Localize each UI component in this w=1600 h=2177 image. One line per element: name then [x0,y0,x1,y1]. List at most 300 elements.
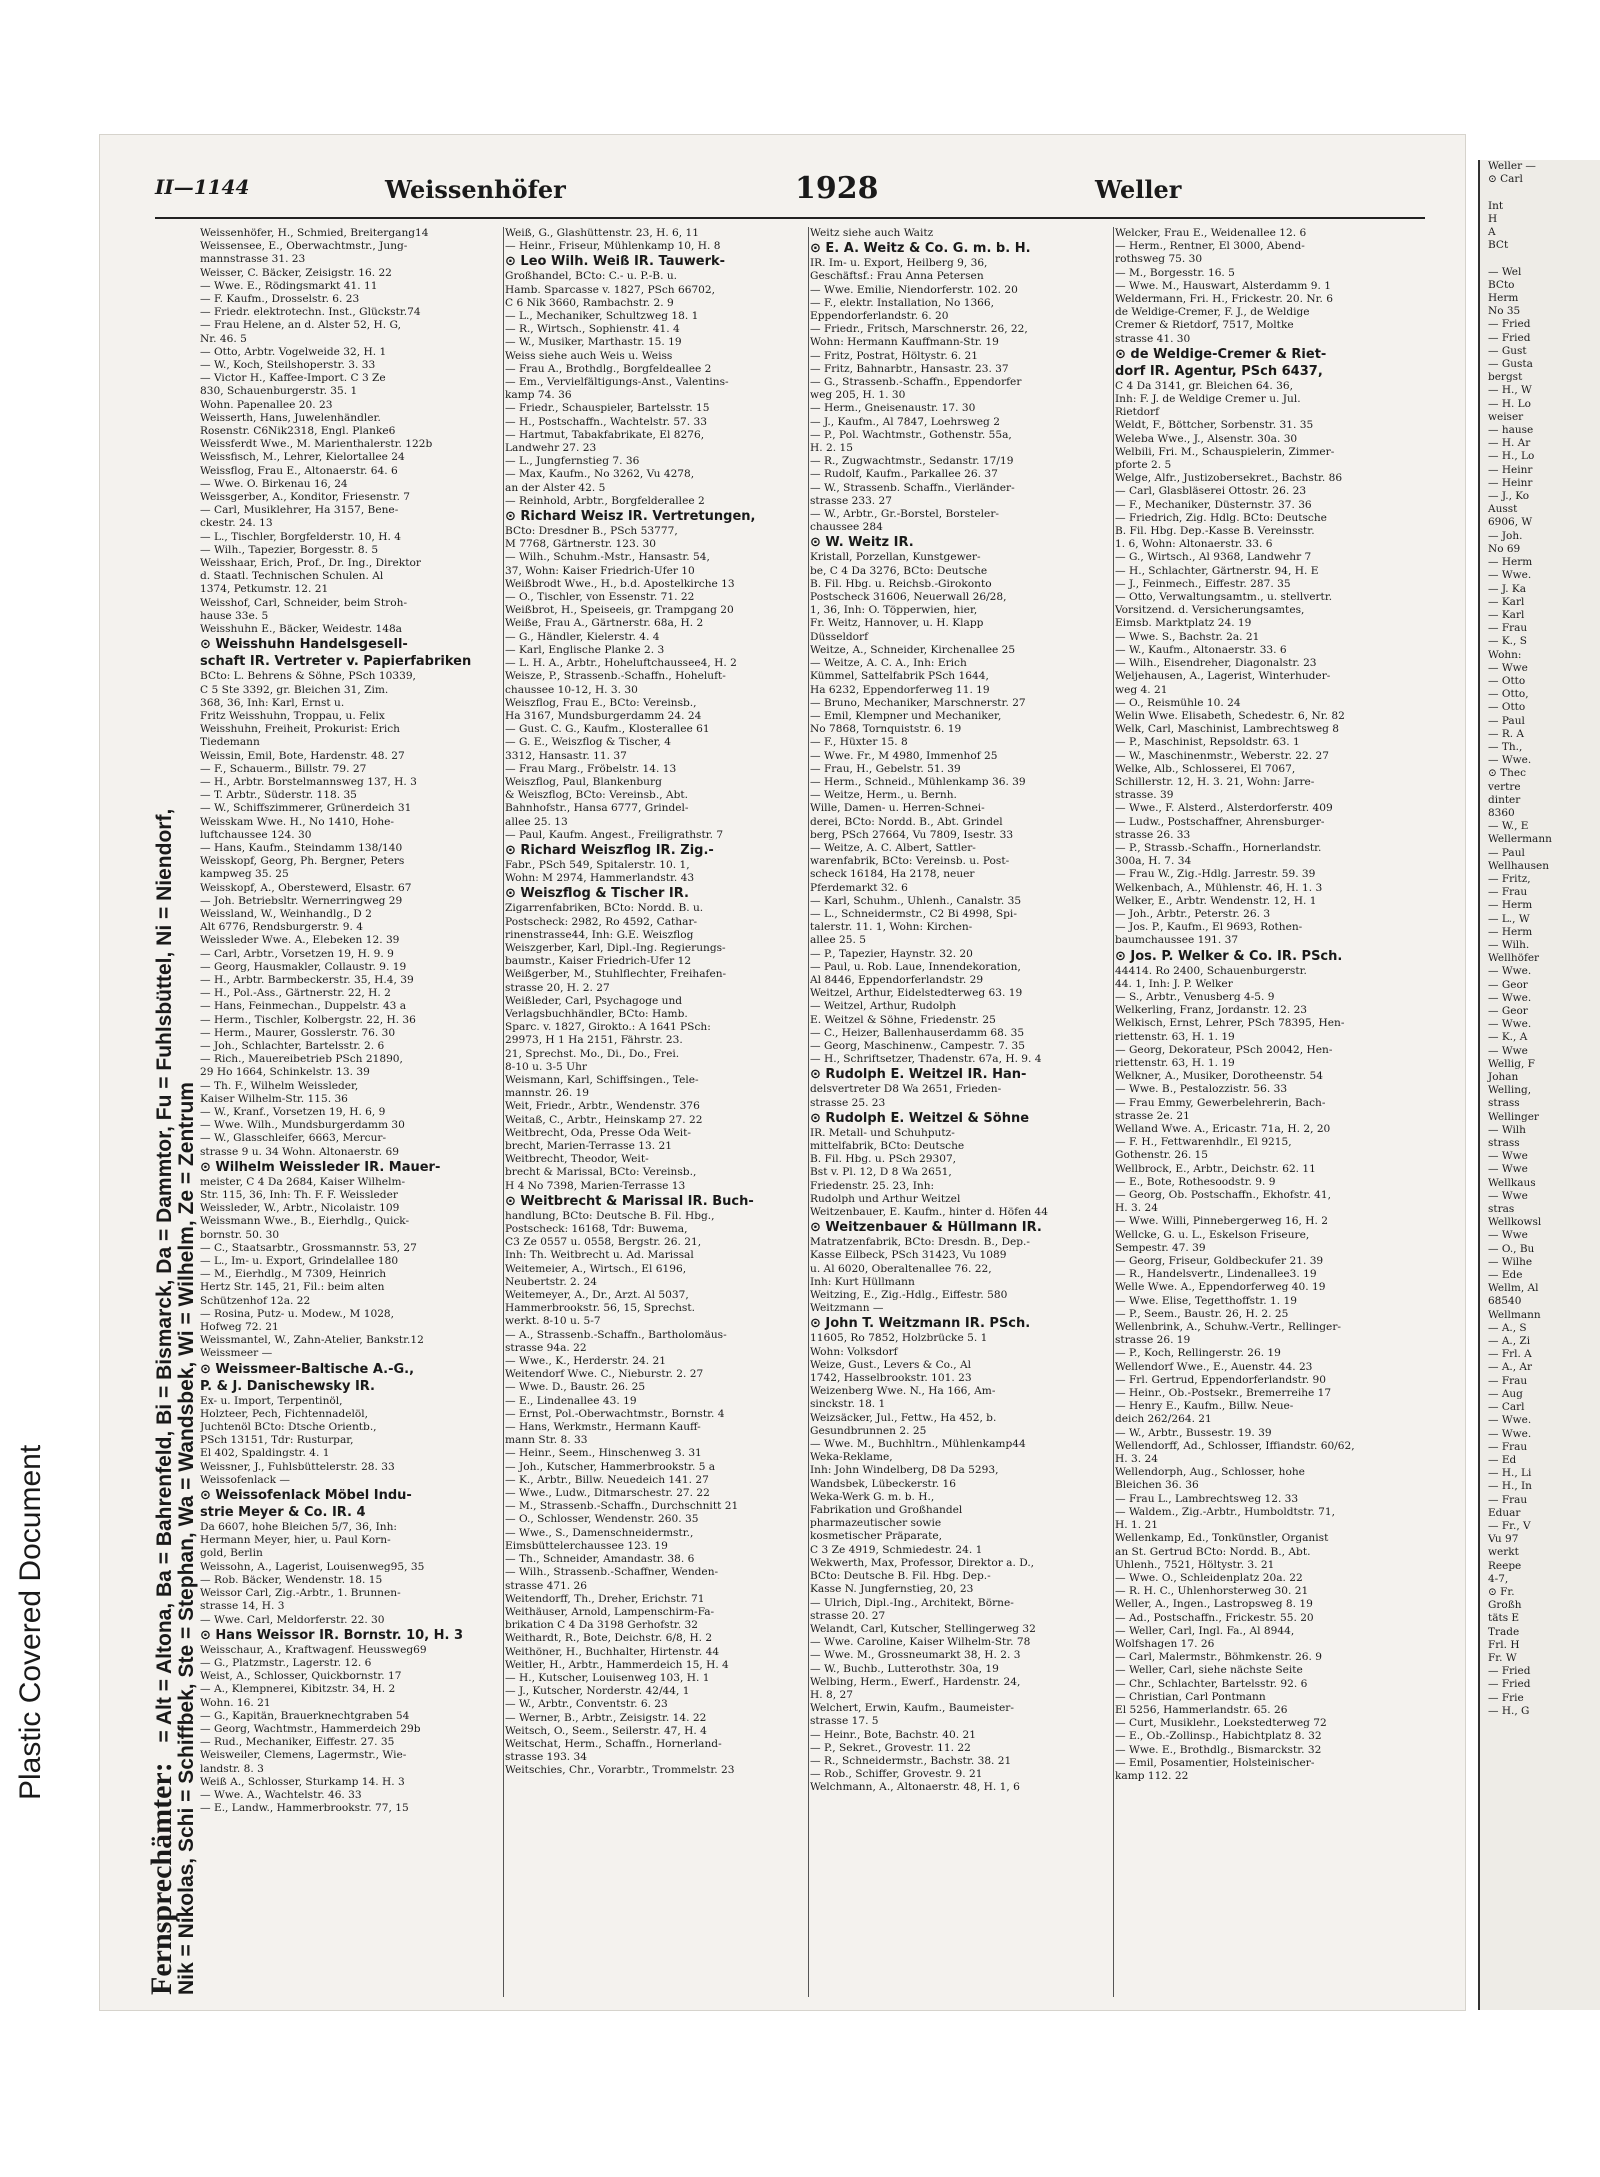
directory-entry: Weissleder Wwe. A., Elebeken 12. 39 [200,934,400,947]
next-page-entry: Wellhöfer [1488,952,1540,965]
directory-entry: Weisshaar, Erich, Prof., Dr. Ing., Direktor [200,557,421,570]
directory-entry: 1, 36, Inh: O. Töpperwien, hier, [810,604,978,617]
directory-entry: Geschäftsf.: Frau Anna Petersen [810,270,984,283]
directory-entry: strasse 20. 27 [810,1609,886,1622]
directory-entry: Postscheck 31606, Neuerwall 26/28, [810,591,1007,604]
directory-entry: Welkisch, Ernst, Lehrer, PSch 78395, Hen- [1115,1017,1345,1030]
directory-entry: Weismann, Karl, Schiffsingen., Tele- [505,1073,699,1086]
directory-entry: — W., Strassenb. Schaffn., Vierländer- [810,481,1015,494]
directory-entry: talerstr. 11. 1, Wohn: Kirchen- [810,921,973,934]
directory-entry: strasse 25. 23 [810,1096,886,1109]
next-page-entry: — W., E [1488,820,1529,833]
directory-entry: Weissenhöfer, H., Schmied, Breitergang14 [200,227,429,239]
next-page-entry: — Fr., V [1488,1519,1531,1532]
next-page-entry: — Gusta [1488,358,1533,371]
directory-entry: ⊙ Richard Weisz IR. Vertretungen, [505,509,756,525]
directory-entry: — Hans, Werkmstr., Hermann Kauff- [505,1421,701,1434]
directory-entry: Weitschat, Herm., Schaffn., Hornerland- [505,1737,722,1750]
column-divider [808,227,809,1997]
directory-entry: werkt. 8-10 u. 5-7 [505,1315,601,1328]
directory-entry: Postscheck: 16168, Tdr: Buwema, [505,1223,688,1236]
directory-entry: — H., Arbtr. Borstelmannsweg 137, H. 3 [200,775,417,788]
next-page-entry: — Otto [1488,674,1526,687]
directory-entry: — Wwe. O. Birkenau 16, 24 [200,477,348,490]
directory-entry: Weithöner, H., Buchhalter, Hirtenstr. 44 [505,1645,720,1658]
directory-entry: BCto: Deutsche B. Fil. Hbg. Dep.- [810,1570,991,1583]
directory-entry: Weiszflog, Paul, Blankenburg [505,775,662,788]
directory-entry: — Carl, Malermstr., Böhmkenstr. 26. 9 [1115,1651,1323,1664]
directory-entry: ⊙ Weitzenbauer & Hüllmann IR. [810,1220,1042,1236]
next-page-entry: bergst [1488,371,1523,384]
next-page-entry: Weller — [1488,160,1536,172]
next-page-entry: A [1488,226,1496,239]
next-page-entry: ⊙ Thec [1488,767,1526,780]
directory-entry: Wohn: Hermann Kauffmann-Str. 19 [810,336,999,349]
next-page-entry: No 69 [1488,542,1521,555]
directory-entry: Weisschaur, A., Kraftwagenf. Heussweg69 [200,1643,427,1656]
directory-entry: weg 4. 21 [1115,683,1168,696]
directory-entry: Weizenberg Wwe. N., Ha 166, Am- [810,1385,996,1398]
directory-entry: be, C 4 Da 3276, BCto: Deutsche [810,564,988,577]
directory-entry: 29973, H 1 Ha 2151, Fährstr. 23. [505,1034,683,1047]
directory-entry: Weisshuhn E., Bäcker, Weidestr. 148a [200,623,403,636]
next-page-entry: Wellkowsl [1488,1216,1542,1229]
directory-entry: Weissmeer — [200,1347,273,1360]
directory-entry: Weisskam Wwe. H., No 1410, Hohe- [200,815,395,828]
exchange-legend-label: Fernsprechämter: [145,1762,178,1995]
directory-entry: warenfabrik, BCto: Vereinsb. u. Post- [810,855,1010,868]
directory-entry: — Wwe., S., Damenschneidermstr., [505,1526,694,1539]
directory-entry: — Heinr., Ob.-Postsekr., Bremerreihe 17 [1115,1387,1332,1400]
directory-entry: Inh: John Windelberg, D8 Da 5293, [810,1464,999,1477]
next-page-entry: vertre [1488,780,1521,793]
directory-entry: — F. H., Fettwarenhdlr., El 9215, [1115,1136,1292,1149]
directory-entry: — M., Borgesstr. 16. 5 [1115,266,1235,279]
next-page-entry: dinter [1488,793,1521,806]
directory-entry: — G. E., Weiszflog & Tischer, 4 [505,736,671,749]
directory-entry: riettenstr. 63, H. 1. 19 [1115,1056,1235,1069]
directory-entry: — G., Strassenb.-Schaffn., Eppendorfer [810,376,1022,389]
directory-entry: Kümmel, Sattelfabrik PSch 1644, [810,670,989,683]
next-page-entry: Wellmann [1488,1308,1541,1321]
directory-entry: El 5256, Hammerlandstr. 65. 26 [1115,1703,1288,1716]
directory-entry: brecht, Marien-Terrasse 13. 21 [505,1140,672,1152]
directory-entry: Weißgerber, M., Stuhlflechter, Freihafen- [505,968,727,981]
directory-entry: kamp 74. 36 [505,389,572,402]
directory-entry: Wandsbek, Lübeckerstr. 16 [810,1477,956,1490]
directory-entry: Da 6607, hohe Bleichen 5/7, 36, Inh: [200,1521,397,1534]
next-page-entry: — Frau [1488,1440,1528,1453]
directory-entry: — Wwe. M., Buchhltrn., Mühlenkamp44 [810,1438,1026,1451]
directory-entry: H 4 No 7398, Marien-Terrasse 13 [505,1179,686,1192]
directory-entry: Weiß, G., Glashüttenstr. 23, H. 6, 11 [505,227,700,239]
directory-entry: — L., Jungfernstieg 7. 36 [505,455,640,468]
directory-entry: strasse 193. 34 [505,1751,588,1764]
directory-entry: — Joh., Schlachter, Bartelsstr. 2. 6 [200,1039,385,1052]
directory-entry: Eppendorferlandstr. 6. 20 [810,310,949,323]
next-page-entry: — K., A [1488,1031,1528,1044]
directory-entry: ⊙ Weissmeer-Baltische A.-G., [200,1361,415,1377]
next-page-entry: — Wwe [1488,661,1528,674]
directory-entry: — Frau Emmy, Gewerbelehrerin, Bach- [1115,1096,1326,1109]
directory-entry: Weit, Friedr., Arbtr., Wendenstr. 376 [505,1100,700,1113]
next-page-entry: — Herm [1488,925,1533,938]
directory-entry: Postscheck: 2982, Ro 4592, Cathar- [505,915,698,928]
directory-entry: — Georg, Wachtmstr., Hammerdeich 29b [200,1722,421,1735]
directory-entry: Inh: Th. Weitbrecht u. Ad. Marissal [505,1249,694,1262]
directory-entry: Weissgerber, A., Konditor, Friesenstr. 7 [200,491,411,504]
directory-entry: Bahnhofstr., Hansa 6777, Grindel- [505,802,689,815]
directory-entry: — Ludw., Postschaffner, Ahrensburger- [1115,815,1325,828]
directory-entry: Weiszflog, Frau E., BCto: Vereinsb., [505,696,697,709]
directory-entry: 8-10 u. 3-5 Uhr [505,1060,587,1073]
next-page-entry: — Wilh [1488,1123,1526,1136]
directory-entry: — W., Kaufm., Altonaerstr. 33. 6 [1115,643,1287,656]
directory-entry: — Ernst, Pol.-Oberwachtmstr., Bornstr. 4 [505,1407,725,1420]
directory-entry: Weissmantel, W., Zahn-Atelier, Bankstr.12 [200,1334,424,1347]
next-page-edge [1478,160,1600,2010]
directory-entry: Weisshuhn, Freiheit, Prokurist: Erich [200,723,400,736]
directory-entry: — O., Reismühle 10. 24 [1115,696,1241,709]
directory-entry: mannstrasse 31. 23 [200,253,306,266]
directory-entry: B. Fil. Hbg. u. Reichsb.-Girokonto [810,577,992,590]
directory-entry: Eimsb. Marktplatz 24. 19 [1115,617,1252,630]
directory-entry: — Ulrich, Dipl.-Ing., Architekt, Börne- [810,1596,1014,1609]
directory-entry: — Friedrich, Zig. Hdlg. BCto: Deutsche [1115,511,1327,524]
directory-entry: Welkerling, Franz, Jordanstr. 12. 23 [1115,1004,1308,1017]
directory-entry: — Hans, Feinmechan., Duppelstr. 43 a [200,1000,407,1013]
directory-entry: Weitbrecht, Oda, Presse Oda Weit- [505,1126,691,1139]
next-page-entry: BCt [1488,239,1509,252]
directory-entry: ⊙ Rudolph E. Weitzel & Söhne [810,1110,1030,1126]
directory-entry: Welker, E., Arbtr. Wendenstr. 12, H. 1 [1115,894,1317,907]
year: 1928 [795,171,879,206]
directory-entry: — H., Schlachter, Gärtnerstr. 94, H. E [1115,564,1319,577]
directory-entry: pforte 2. 5 [1115,459,1172,472]
directory-entry: — Wwe. Elise, Tegetthoffstr. 1. 19 [1115,1294,1297,1307]
directory-entry: Weitendorf Wwe. C., Nieburstr. 2. 27 [505,1368,704,1381]
directory-entry: Alt 6776, Rendsburgerstr. 9. 4 [200,921,363,934]
directory-entry: — Frau A., Brothdlg., Borgfeldeallee 2 [505,362,712,375]
directory-entry: strasse 233. 27 [810,494,893,507]
next-page-entry: — H., G [1488,1704,1530,1717]
directory-entry: — A., Strassenb.-Schaffn., Bartholomäus- [505,1328,727,1341]
next-page-entry: — Paul [1488,714,1525,727]
header-rule [155,217,1425,219]
directory-entry: — Wwe. M., Grossneumarkt 38, H. 2. 3 [810,1649,1021,1662]
directory-entry: — Herm., Rentner, El 3000, Abend- [1115,240,1305,253]
directory-entry: kosmetischer Präparate, [810,1530,942,1543]
directory-entry: Bst v. Pl. 12, D 8 Wa 2651, [810,1166,952,1179]
next-page-entry: — Wwe [1488,1189,1528,1202]
directory-entry: Wohn: M 2974, Hammerlandstr. 43 [505,872,695,885]
next-page-entry: — Fried [1488,1678,1531,1691]
directory-entry: Welchert, Erwin, Kaufm., Baumeister- [810,1702,1014,1715]
directory-entry: — Wwe. E., Brothdlg., Bismarckstr. 32 [1115,1743,1322,1756]
directory-entry: Cremer & Rietdorf, 7517, Moltke [1115,319,1294,332]
directory-entry: ⊙ Richard Weiszflog IR. Zig.- [505,842,714,858]
directory-entry: Weissner, J., Fuhlsbüttelerstr. 28. 33 [200,1460,395,1473]
next-page-entry: No 35 [1488,305,1521,318]
directory-entry: deich 262/264. 21 [1115,1413,1212,1426]
directory-entry: chaussee 284 [810,521,883,534]
directory-entry: Weissmann Wwe., B., Eierhdlg., Quick- [200,1215,410,1228]
directory-entry: Hofweg 72. 21 [200,1321,279,1334]
directory-entry: 3312, Hansastr. 11. 37 [505,749,627,762]
directory-entry: Weitzel, Arthur, Eidelstedterweg 63. 19 [810,987,1023,1000]
next-page-entry: — hause [1488,424,1534,437]
next-page-entry: — H. Ar [1488,437,1531,450]
directory-entry: — Frau Helene, an d. Alster 52, H. G, [200,319,401,332]
directory-entry: Weitschies, Chr., Vorarbtr., Trommelstr. 23 [505,1764,735,1777]
directory-entry: Hermann Meyer, hier, u. Paul Korn- [200,1534,391,1547]
directory-entry: Juchtenöl BCto: Dtsche Orientb., [200,1421,377,1434]
directory-entry: Weißbrodt Wwe., H., b.d. Apostelkirche 13 [505,577,735,590]
directory-entry: strasse 471. 26 [505,1579,588,1592]
directory-entry: Düsseldorf [810,630,868,643]
directory-entry: — A., Klempnerei, Kibitzstr. 34, H. 2 [200,1683,396,1696]
directory-entry: pharmazeutischer sowie [810,1517,942,1530]
directory-entry: — E., Bote, Rothesoodstr. 9. 9 [1115,1175,1276,1188]
directory-entry: Kasse Eilbeck, PSch 31423, Vu 1089 [810,1249,1007,1262]
directory-entry: H. 3. 24 [1115,1453,1158,1466]
directory-entry: — L., Mechaniker, Schultzweg 18. 1 [505,310,699,323]
next-page-entry: Eduar [1488,1506,1521,1519]
directory-entry: — Weitze, A. C. Albert, Sattler- [810,841,976,854]
directory-entry: — Carl, Arbtr., Vorsetzen 19, H. 9. 9 [200,947,394,960]
directory-entry: strasse 94a. 22 [505,1341,587,1354]
column-3 [810,227,1110,2007]
directory-entry: — Herm., Maurer, Gosslerstr. 76. 30 [200,1026,396,1039]
directory-entry: Weize, Gust., Levers & Co., Al [810,1358,972,1371]
next-page-entry: ⊙ Carl [1488,173,1523,186]
directory-entry: — Wwe. Caroline, Kaiser Wilhelm-Str. 78 [810,1636,1031,1649]
next-page-entry: Johan [1488,1071,1519,1084]
next-page-entry: — Paul [1488,846,1525,859]
directory-entry: landstr. 8. 3 [200,1762,264,1775]
directory-entry: — W., Maschinenmstr., Weberstr. 22. 27 [1115,749,1329,762]
exchange-legend [100,235,198,1995]
directory-entry: — Christian, Carl Pontmann [1115,1690,1266,1703]
directory-entry: — Henry E., Kaufm., Billw. Neue- [1115,1400,1294,1413]
directory-entry: — Victor H., Kaffee-Import. C 3 Ze [200,372,386,385]
directory-entry: Wellenbrink, A., Schuhw.-Vertr., Rellinger- [1115,1321,1341,1334]
next-page-entry: — Geor [1488,978,1528,991]
directory-entry: ⊙ Jos. P. Welker & Co. IR. PSch. [1115,948,1343,964]
directory-entry: — Wwe. Emilie, Niendorferstr. 102. 20 [810,283,1018,296]
directory-entry: Weissferdt Wwe., M. Marienthalerstr. 122b [200,438,433,451]
directory-entry: — Georg, Ob. Postschaffn., Ekhofstr. 41, [1115,1189,1332,1202]
next-page-entry: — Wwe [1488,1229,1528,1242]
directory-entry: C 3 Ze 4919, Schmiedestr. 24. 1 [810,1543,983,1556]
next-page-entry: — Wilh. [1488,938,1530,951]
next-page-entry: BCto [1488,278,1515,291]
next-page-entry: strass [1488,1097,1520,1110]
next-page-entry: — Aug [1488,1387,1523,1400]
next-page-entry: — Heinr [1488,463,1533,476]
next-page-entry: — Frau [1488,1493,1528,1506]
next-page-entry: — Wwe. [1488,1414,1532,1427]
column-1 [200,227,500,2007]
directory-entry: — H., Postschaffn., Wachtelstr. 57. 33 [505,415,708,428]
directory-entry: Welk, Carl, Maschinist, Lambrechtsweg 8 [1115,723,1340,736]
directory-entry: Weldt, F., Böttcher, Sorbenstr. 31. 35 [1115,419,1314,432]
directory-entry: gold, Berlin [200,1547,263,1560]
directory-entry: Weitzmann — [810,1302,884,1315]
directory-entry: — Heinr., Bote, Bachstr. 40. 21 [810,1728,976,1741]
directory-entry: 44414. Ro 2400, Schauenburgerstr. [1115,964,1307,977]
directory-entry: — E., Lindenallee 43. 19 [505,1394,637,1407]
directory-entry: — Jos. P., Kaufm., El 9693, Rothen- [1115,921,1303,934]
directory-entry: ckestr. 24. 13 [200,517,273,530]
directory-entry: Wellbrock, E., Arbtr., Deichstr. 62. 11 [1115,1162,1316,1175]
directory-entry: — W., Kranf., Vorsetzen 19, H. 6, 9 [200,1106,386,1118]
directory-entry: allee 25. 5 [810,934,866,947]
directory-entry: Weitsch, O., Seem., Seilerstr. 47, H. 4 [505,1724,707,1737]
directory-entry: Weldermann, Fri. H., Frickestr. 20. Nr. 6 [1115,293,1334,306]
next-page-entry: — J. Ka [1488,582,1527,595]
directory-entry: — L., Tischler, Borgfelderstr. 10, H. 4 [200,530,401,543]
directory-entry: PSch 13151, Tdr: Rusturpar, [200,1434,354,1447]
directory-entry: 300a, H. 7. 34 [1115,855,1192,868]
directory-entry: — Wwe. O., Schleidenplatz 20a. 22 [1115,1571,1303,1584]
directory-entry: — W., Arbtr., Gr.-Borstel, Borsteler- [810,508,999,521]
directory-entry: — Herm., Gneisenaustr. 17. 30 [810,402,976,415]
directory-entry: — Wwe. S., Bachstr. 2a. 21 [1115,630,1260,643]
directory-entry: — Emil, Posamentier, Holsteinischer- [1115,1756,1315,1769]
next-page-entry: — Fritz, [1488,872,1531,885]
directory-entry: — L., Schneidermstr., C2 Bi 4998, Spi- [810,907,1017,920]
directory-entry: — Wwe. D., Baustr. 26. 25 [505,1381,646,1394]
next-page-entry: täts E [1488,1612,1520,1625]
directory-entry: — K., Arbtr., Billw. Neuedeich 141. 27 [505,1473,709,1486]
directory-entry: — P., Pol. Wachtmstr., Gothenstr. 55a, [810,428,1012,441]
directory-entry: strasse 9 u. 34 Wohn. Altonaerstr. 69 [200,1145,399,1158]
directory-entry: Weißleder, Carl, Psychagoge und [505,994,683,1007]
next-page-entry: — Frie [1488,1691,1524,1704]
directory-entry: — G., Platzmstr., Lagerstr. 12. 6 [200,1656,372,1669]
directory-entry: — Wwe. B., Pestalozzistr. 56. 33 [1115,1083,1288,1096]
next-page-entry: 6906, W [1488,516,1533,529]
directory-entry: — W., Schiffszimmerer, Grünerdeich 31 [200,802,412,815]
directory-entry: — Friedr., Fritsch, Marschnerstr. 26, 22, [810,323,1028,336]
directory-entry: — Friedr., Schauspieler, Bartelsstr. 15 [505,402,710,415]
directory-entry: strasse. 39 [1115,789,1174,802]
directory-entry: Friedenstr. 25. 23, Inh: [810,1179,935,1192]
directory-entry: — F., Hüxter 15. 8 [810,736,908,749]
next-page-entry [1480,252,1600,265]
directory-entry: Weisshof, Carl, Schneider, beim Stroh- [200,596,408,609]
directory-entry: strasse 41. 30 [1115,332,1191,345]
directory-entry: — Fritz, Bahnarbtr., Hansastr. 23. 37 [810,362,1009,375]
directory-entry: mittelfabrik, BCto: Deutsche [810,1140,965,1152]
directory-entry: E. Weitzel & Söhne, Friedenstr. 25 [810,1013,996,1026]
exchange-legend-text-2 [175,235,199,1995]
directory-entry: Welke, Alb., Schlosserei, El 7067, [1115,762,1296,775]
next-page-entry: Wellig, F [1488,1057,1535,1070]
directory-entry: Wohn: Volksdorf [810,1345,898,1358]
directory-entry: 1374, Petkumstr. 12. 21 [200,583,329,596]
directory-entry: Wolfshagen 17. 26 [1115,1637,1215,1650]
directory-entry: Verlagsbuchhändler, BCto: Hamb. [505,1007,688,1020]
directory-entry: Weisweiler, Clemens, Lagermstr., Wie- [200,1749,407,1762]
directory-entry: Ha 3167, Mundsburgerdamm 24. 24 [505,709,702,722]
directory-entry: hause 33e. 5 [200,609,269,622]
directory-entry: 29 Ho 1664, Schinkelstr. 13. 39 [200,1066,370,1079]
next-page-entry: Wellinger [1488,1110,1539,1123]
directory-entry: kamp 112. 22 [1115,1769,1189,1782]
directory-entry: 368, 36, Inh: Karl, Ernst u. [200,696,345,709]
directory-entry: derei, BCto: Nordd. B., Abt. Grindel [810,815,1003,828]
next-page-entry: — J., Ko [1488,490,1530,503]
directory-entry: Neubertstr. 2. 24 [505,1275,598,1288]
directory-entry: Welkner, A., Musiker, Dorotheenstr. 54 [1115,1070,1323,1083]
directory-entry: riettenstr. 63, H. 1. 19 [1115,1030,1235,1043]
directory-entry: — Wilh., Strassenb.-Schaffner, Wenden- [505,1566,719,1579]
directory-entry: — Karl, Schuhm., Uhlenh., Canalstr. 35 [810,894,1022,907]
directory-entry: — Joh., Arbtr., Peterstr. 26. 3 [1115,907,1271,920]
directory-entry: rothsweg 75. 30 [1115,253,1203,266]
next-page-entry: Herm [1488,292,1519,305]
directory-entry: Kristall, Porzellan, Kunstgewer- [810,551,981,564]
directory-entry: — R. H. C., Uhlenhorsterweg 30. 21 [1115,1585,1309,1598]
directory-entry: Weiszgerber, Karl, Dipl.-Ing. Regierungs- [505,941,726,954]
directory-entry: Welland Wwe. A., Ericastr. 71a, H. 2, 20 [1115,1123,1331,1135]
directory-entry: Welcker, Frau E., Weidenallee 12. 6 [1115,227,1307,239]
next-page-entry: — Frau [1488,1374,1528,1387]
directory-entry: C 5 Ste 3392, gr. Bleichen 31, Zim. [200,683,389,696]
directory-entry: — J., Kaufm., Al 7847, Loehrsweg 2 [810,415,1000,428]
next-page-entry: Trade [1488,1625,1520,1638]
directory-entry: — Wwe. Carl, Meldorferstr. 22. 30 [200,1613,385,1626]
directory-entry: Weitaß, C., Arbtr., Heinskamp 27. 22 [505,1113,703,1126]
directory-entry: schaft IR. Vertreter v. Papierfabriken [200,654,472,670]
directory-entry: — Joh. Betriebsltr. Wernerringweg 29 [200,894,403,907]
directory-entry: — Fritz, Postrat, Höltystr. 6. 21 [810,349,979,362]
directory-entry: Weissohn, A., Lagerist, Louisenweg95, 35 [200,1560,425,1573]
directory-entry: BCto: L. Behrens & Söhne, PSch 10339, [200,670,416,683]
directory-entry: Eimsbüttelerchaussee 123. 19 [505,1539,668,1552]
directory-entry: baumstr., Kaiser Friedrich-Ufer 12 [505,955,692,968]
directory-entry: — O., Tischler, von Essenstr. 71. 22 [505,591,695,604]
directory-entry: Weiße, Frau A., Gärtnerstr. 68a, H. 2 [505,617,704,630]
directory-entry: — Hartmut, Tabakfabrikate, El 8276, [505,428,705,441]
directory-entry: 21, Sprechst. Mo., Di., Do., Frei. [505,1047,680,1060]
directory-entry: — Gust. C. G., Kaufm., Klosterallee 61 [505,723,710,736]
directory-entry: scheck 16184, Ha 2178, neuer [810,868,975,881]
directory-entry: — Frl. Gertrud, Eppendorferlandstr. 90 [1115,1373,1326,1386]
directory-entry: Wohn. Papenallee 20. 23 [200,398,333,411]
directory-entry: Weithäuser, Arnold, Lampenschirm-Fa- [505,1605,715,1618]
next-page-entry: — Fried [1488,331,1531,344]
directory-entry: Weissor Carl, Zig.-Arbtr., 1. Brunnen- [200,1587,401,1600]
next-page-entry: Welling, [1488,1084,1532,1097]
directory-entry: — Frau W., Zig.-Hdlg. Jarrestr. 59. 39 [1115,868,1316,881]
next-page-entry: — Frau [1488,622,1528,635]
directory-entry: ⊙ Leo Wilh. Weiß IR. Tauwerk- [505,254,726,270]
directory-entry: Vorsitzend. d. Versicherungsamtes, [1115,604,1305,617]
directory-entry: — Curt, Musiklehr., Loekstedterweg 72 [1115,1717,1327,1730]
directory-entry: de Weldige-Cremer, F. J., de Weldige [1115,306,1310,319]
directory-entry: Welle Wwe. A., Eppendorferweg 40. 19 [1115,1281,1326,1294]
column-2 [505,227,805,2007]
directory-entry: — S., Arbtr., Venusberg 4-5. 9 [1115,990,1275,1003]
directory-entry: kampweg 35. 25 [200,868,289,881]
directory-entry: — Wwe. Fr., M 4980, Immenhof 25 [810,749,998,762]
directory-entry: an der Alster 42. 5 [505,481,606,494]
next-page-entry: — A., Zi [1488,1335,1531,1348]
next-page-entry: strass [1488,1137,1520,1150]
